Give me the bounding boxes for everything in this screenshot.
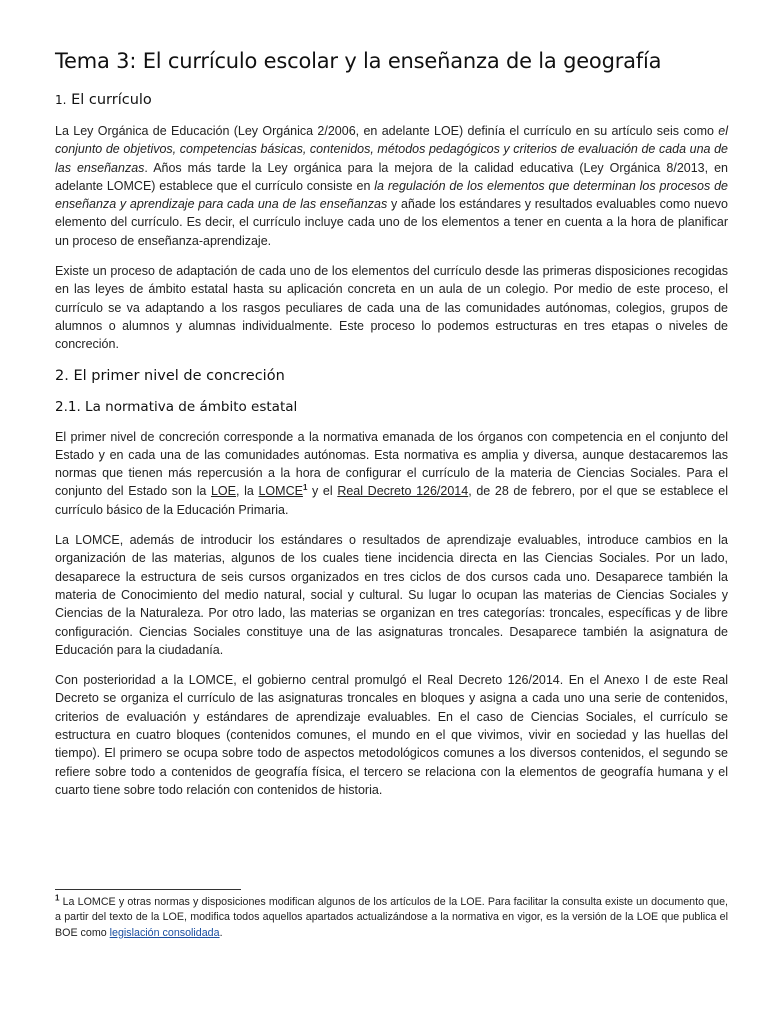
text-run: . Años más tarde la Ley orgánica para la mejora de la calidad educativa (Ley Orgánica 8/2013, en adelante LOMCE) establece que el currículo consiste en	[55, 160, 728, 193]
text-run: , de 28 de febrero, por el que se establece el currículo básico de la Educación Primaria.	[55, 484, 729, 517]
text-run: y el	[307, 484, 338, 499]
footnote-mark: 1	[55, 893, 60, 903]
legislacion-consolidada-link[interactable]: legislación consolidada	[109, 926, 220, 939]
footnote	[55, 895, 728, 941]
footnote-text: La LOMCE y otras normas y disposiciones modifican algunos de los artículos de la LOE. Para facilitar la consulta existe un documento que, a partir del texto de la LOE, modifica todos aquellos apartados actualizándose a la normativa en vigor, es la versión de la LOE que publica el BOE como	[55, 896, 728, 939]
text-run: , la	[235, 484, 259, 499]
section-2-paragraph-3: Con posterioridad a la LOMCE, el gobierno central promulgó el Real Decreto 126/2014. En el Anexo I de este Real Decreto se organiza el currículo de las asignaturas troncales en bloques y asigna a cada uno una serie de contenidos, criterios de evaluación y estándares de aprendizaje evaluables. En el caso de Ciencias Sociales, el currículo se estructura en cuatro bloques (contenidos comunes, el mundo en el que vivimos, vivir en sociedad y las huellas del tiempo). El primero se ocupa sobre todo de aspectos metodológicos comunes a los diversos contenidos, el segundo se refiere sobre todo a contenidos de geografía física, el tercero se relaciona con la elementos de geografía humana y el cuarto tiene sobre todo relación con contenidos de historia.	[55, 673, 728, 797]
section-2-paragraph-1	[55, 428, 728, 519]
section-2-paragraph-2: La LOMCE, además de introducir los estándares o resultados de aprendizaje evaluables, introduce cambios en la organización de las materias, algunos de los cuales tiene incidencia directa en las Ciencias Sociales. Por un lado, desaparece la estructura de seis cursos organizados en tres ciclos de dos cursos cada uno. Desaparece también la materia de Conocimiento del medio natural, social y cultural. Su lugar lo ocupan las materias de Ciencias Sociales y Ciencias de la Naturaleza. Por otro lado, las materias se organizan en tres categorías: troncales, específicas y de libre configuración. Ciencias Sociales constituye una de las asignaturas troncales. Desaparece también la asignatura de Educación para la ciudadanía.	[55, 533, 728, 657]
italic-definition-loe: el conjunto de objetivos, competencias básicas, contenidos, métodos pedagógicos y criterios de evaluación de cada una de las enseñanzas	[55, 124, 728, 175]
section-1-paragraph-2: Existe un proceso de adaptación de cada uno de los elementos del currículo desde las primeras disposiciones recogidas en las leyes de ámbito estatal hasta su aplicación concreta en un aula de un colegio. Por medio de este proceso, el currículo se va adaptando a los rasgos peculiares de cada una de las comunidades autónomas, colegios, grupos de alumnos o alumnos y alumnas individualmente. Este proceso lo podemos estructuras en tres etapas o niveles de concreción.	[55, 264, 728, 352]
section-1-title: El currículo	[71, 92, 152, 108]
text-run: El primer nivel de concreción corresponde a la normativa emanada de los órganos con competencia en el conjunto del Estado y en cada una de las comunidades autónomas. Esta normativa es amplia y diversa, aunque destacaremos las normas que tienen más repercusión a la hora de configurar el currículo de la materia de Ciencias Sociales. Para el conjunto del Estado son la	[55, 429, 728, 499]
section-1-heading	[55, 90, 728, 110]
text-run: y añade los estándares y resultados evaluables como nuevo elemento del currículo. Es decir, el currículo incluye cada uno de los elementos a tener en cuenta a la hora de planificar un proceso de enseñanza-aprendizaje.	[55, 197, 728, 248]
footnote-reference[interactable]: 1	[302, 483, 308, 493]
text-run: La Ley Orgánica de Educación (Ley Orgánica 2/2006, en adelante LOE) definía el currículo en su artículo seis como	[55, 124, 719, 138]
section-1-number: 1.	[55, 93, 67, 107]
real-decreto-link[interactable]: Real Decreto 126/2014	[337, 484, 469, 499]
italic-definition-lomce: la regulación de los elementos que determinan los procesos de enseñanza y aprendizaje para cada una de las enseñanzas	[55, 178, 728, 212]
section-2-1-heading: 2.1. La normativa de ámbito estatal	[55, 398, 298, 415]
section-1-paragraph-1	[55, 122, 728, 250]
page-title: Tema 3: El currículo escolar y la enseñanza de la geografía	[55, 49, 662, 73]
section-2-heading: 2. El primer nivel de concreción	[55, 367, 285, 384]
footnote-separator	[55, 889, 241, 890]
lomce-link[interactable]: LOMCE	[258, 484, 303, 499]
footnote-end: .	[219, 926, 223, 939]
loe-link[interactable]: LOE	[210, 484, 236, 499]
